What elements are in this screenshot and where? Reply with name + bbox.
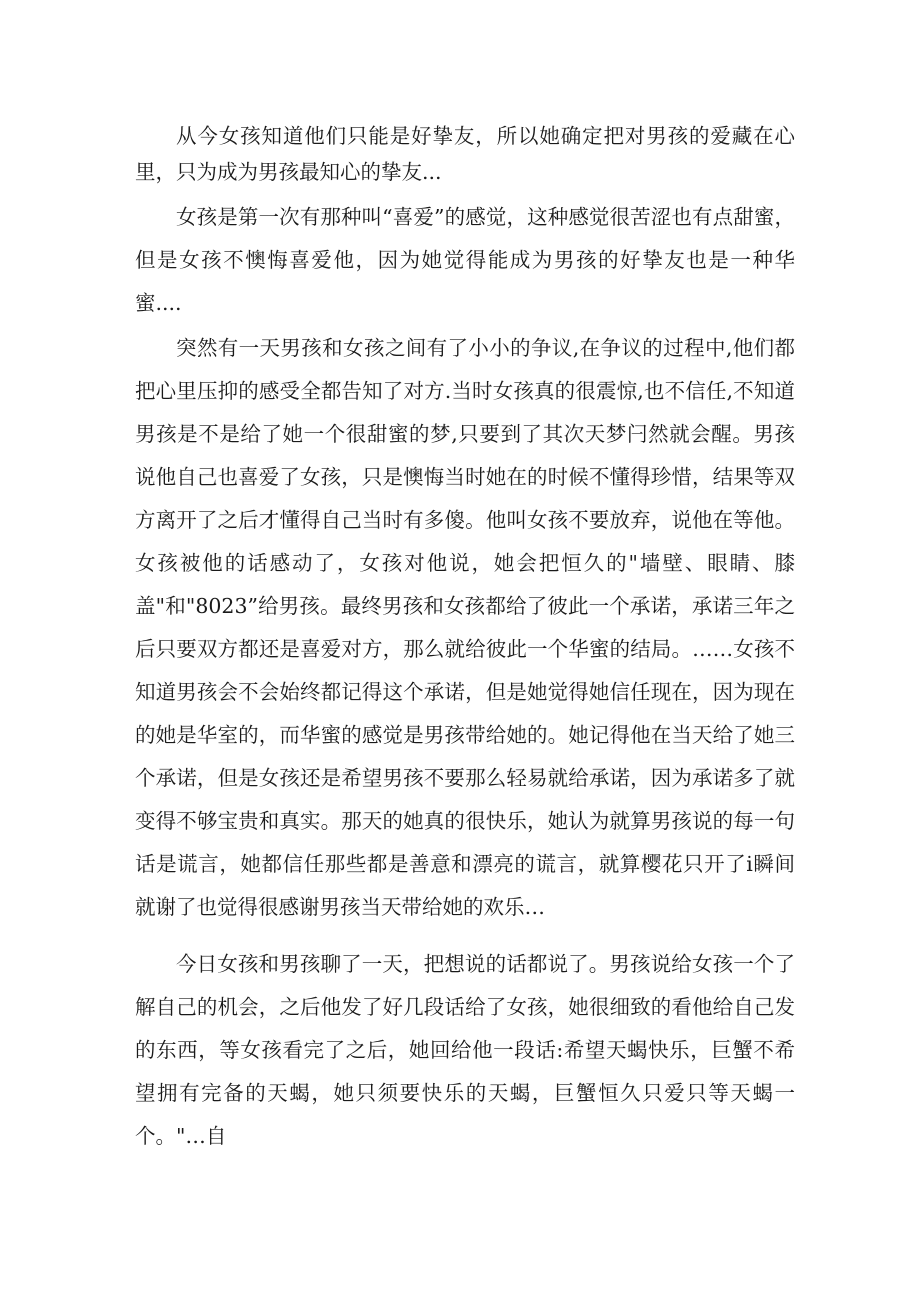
document-body xyxy=(135,118,795,1158)
paragraph-gap xyxy=(135,929,795,943)
paragraph-2: 女孩是第一次有那种叫“喜爱”的感觉，这种感觉很苦涩也有点甜蜜，但是女孩不懊悔喜爱他，因为她觉得能成为男孩的好挚友也是一种华蜜.... xyxy=(135,205,795,315)
paragraph-1: 从今女孩知道他们只能是好挚友，所以她确定把对男孩的爱藏在心里，只为成为男孩最知心的挚友... xyxy=(135,124,795,184)
paragraph-4: 今日女孩和男孩聊了一天，把想说的话都说了。男孩说给女孩一个了解自己的机会，之后他发了好几段话给了女孩，她很细致的看他给自己发的东西，等女孩看完了之后，她回给他一段话:希望天蝎快乐，巨蟹不希望拥有完备的天蝎，她只须要快乐的天蝎，巨蟹恒久只爱只等天蝎一个。"…自 xyxy=(135,952,795,1148)
paragraph-3: 突然有一天男孩和女孩之间有了小小的争议,在争议的过程中,他们都把心里压抑的感受全都告知了对方.当时女孩真的很震惊,也不信任,不知道男孩是不是给了她一个很甜蜜的梦,只要到了其次天梦闩然就会醒。男孩说他自己也喜爱了女孩，只是懊悔当时她在的时候不懂得珍惜，结果等双方离开了之后才懂得自己当时有多傻。他叫女孩不要放弃，说他在等他。女孩被他的话感动了，女孩对他说，她会把恒久的"墙壁、眼睛、膝盖"和"8023”给男孩。最终男孩和女孩都给了彼此一个承诺，承诺三年之后只要双方都还是喜爱对方，那么就给彼此一个华蜜的结局。……女孩不知道男孩会不会始终都记得这个承诺，但是她觉得她信任现在，因为现在的她是华室的，而华蜜的感觉是男孩带给她的。她记得他在当天给了她三个承诺，但是女孩还是希望男孩不要那么轻易就给承诺，因为承诺多了就变得不够宝贵和真实。那天的她真的很快乐，她认为就算男孩说的每一句话是谎言，她都信任那些都是善意和漂亮的谎言，就算樱花只开了i瞬间就谢了也觉得很感谢男孩当天带给她的欢乐… xyxy=(135,336,795,919)
